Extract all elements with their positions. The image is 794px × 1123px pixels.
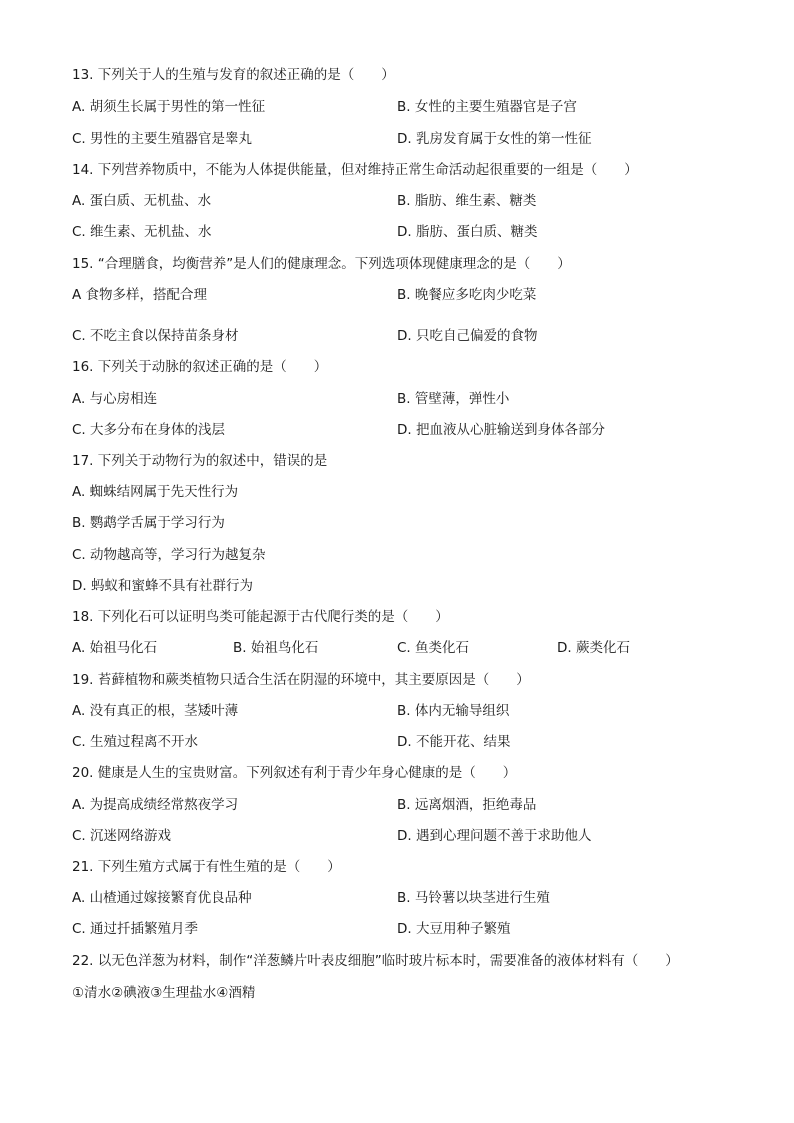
question-22-materials: ①清水②碘液③生理盐水④酒精 [72,985,256,1001]
question-21-option-b: B. 马铃薯以块茎进行生殖 [397,890,550,906]
question-18-option-c: C. 鱼类化石 [397,640,470,656]
question-20-stem: 20. 健康是人生的宝贵财富。下列叙述有利于青少年身心健康的是（ ） [72,765,517,781]
question-21-option-c: C. 通过扦插繁殖月季 [72,921,199,937]
question-14-option-a: A. 蛋白质、无机盐、水 [72,193,212,209]
question-20-option-b: B. 远离烟酒，拒绝毒品 [397,797,537,813]
question-15-option-c: C. 不吃主食以保持苗条身材 [72,328,239,344]
question-19-option-c: C. 生殖过程离不开水 [72,734,199,750]
question-17-option-b: B. 鹦鹉学舌属于学习行为 [72,515,225,531]
question-15-option-a: A 食物多样，搭配合理 [72,287,208,303]
question-16-option-d: D. 把血液从心脏输送到身体各部分 [397,422,605,438]
question-15-option-b: B. 晚餐应多吃肉少吃菜 [397,287,537,303]
question-17-stem: 17. 下列关于动物行为的叙述中，错误的是 [72,453,328,469]
question-17-option-c: C. 动物越高等，学习行为越复杂 [72,547,266,563]
question-21-option-a: A. 山楂通过嫁接繁育优良品种 [72,890,252,906]
question-13-option-d: D. 乳房发育属于女性的第一性征 [397,131,592,147]
question-18-option-a: A. 始祖马化石 [72,640,158,656]
question-13-option-c: C. 男性的主要生殖器官是睾丸 [72,131,253,147]
question-19-option-d: D. 不能开花、结果 [397,734,511,750]
question-16-option-a: A. 与心房相连 [72,391,158,407]
question-17-option-d: D. 蚂蚁和蜜蜂不具有社群行为 [72,578,253,594]
question-16-stem: 16. 下列关于动脉的叙述正确的是（ ） [72,359,328,375]
question-15-stem: 15. “合理膳食，均衡营养”是人们的健康理念。下列选项体现健康理念的是（ ） [72,256,571,272]
question-19-option-b: B. 体内无输导组织 [397,703,510,719]
question-13-stem: 13. 下列关于人的生殖与发育的叙述正确的是（ ） [72,67,395,83]
question-17-option-a: A. 蜘蛛结网属于先天性行为 [72,484,239,500]
question-16-option-c: C. 大多分布在身体的浅层 [72,422,226,438]
question-21-option-d: D. 大豆用种子繁殖 [397,921,511,937]
question-13-option-b: B. 女性的主要生殖器官是子宫 [397,99,577,115]
question-16-option-b: B. 管壁薄，弹性小 [397,391,510,407]
question-15-option-d: D. 只吃自己偏爱的食物 [397,328,538,344]
question-21-stem: 21. 下列生殖方式属于有性生殖的是（ ） [72,859,341,875]
question-14-stem: 14. 下列营养物质中，不能为人体提供能量，但对维持正常生命活动起很重要的一组是（ ） [72,162,638,178]
question-22-stem: 22. 以无色洋葱为材料，制作“洋葱鳞片叶表皮细胞”临时玻片标本时，需要准备的液体材料有（ ） [72,953,679,969]
question-18-option-d: D. 蕨类化石 [557,640,630,656]
question-20-option-c: C. 沉迷网络游戏 [72,828,172,844]
question-20-option-a: A. 为提高成绩经常熬夜学习 [72,797,239,813]
question-13-option-a: A. 胡须生长属于男性的第一性征 [72,99,266,115]
question-14-option-c: C. 维生素、无机盐、水 [72,224,212,240]
question-14-option-d: D. 脂肪、蛋白质、糖类 [397,224,538,240]
question-18-stem: 18. 下列化石可以证明鸟类可能起源于古代爬行类的是（ ） [72,609,449,625]
question-19-option-a: A. 没有真正的根，茎矮叶薄 [72,703,239,719]
question-19-stem: 19. 苔藓植物和蕨类植物只适合生活在阴湿的环境中，其主要原因是（ ） [72,672,530,688]
question-14-option-b: B. 脂肪、维生素、糖类 [397,193,537,209]
question-20-option-d: D. 遇到心理问题不善于求助他人 [397,828,592,844]
question-18-option-b: B. 始祖鸟化石 [233,640,319,656]
